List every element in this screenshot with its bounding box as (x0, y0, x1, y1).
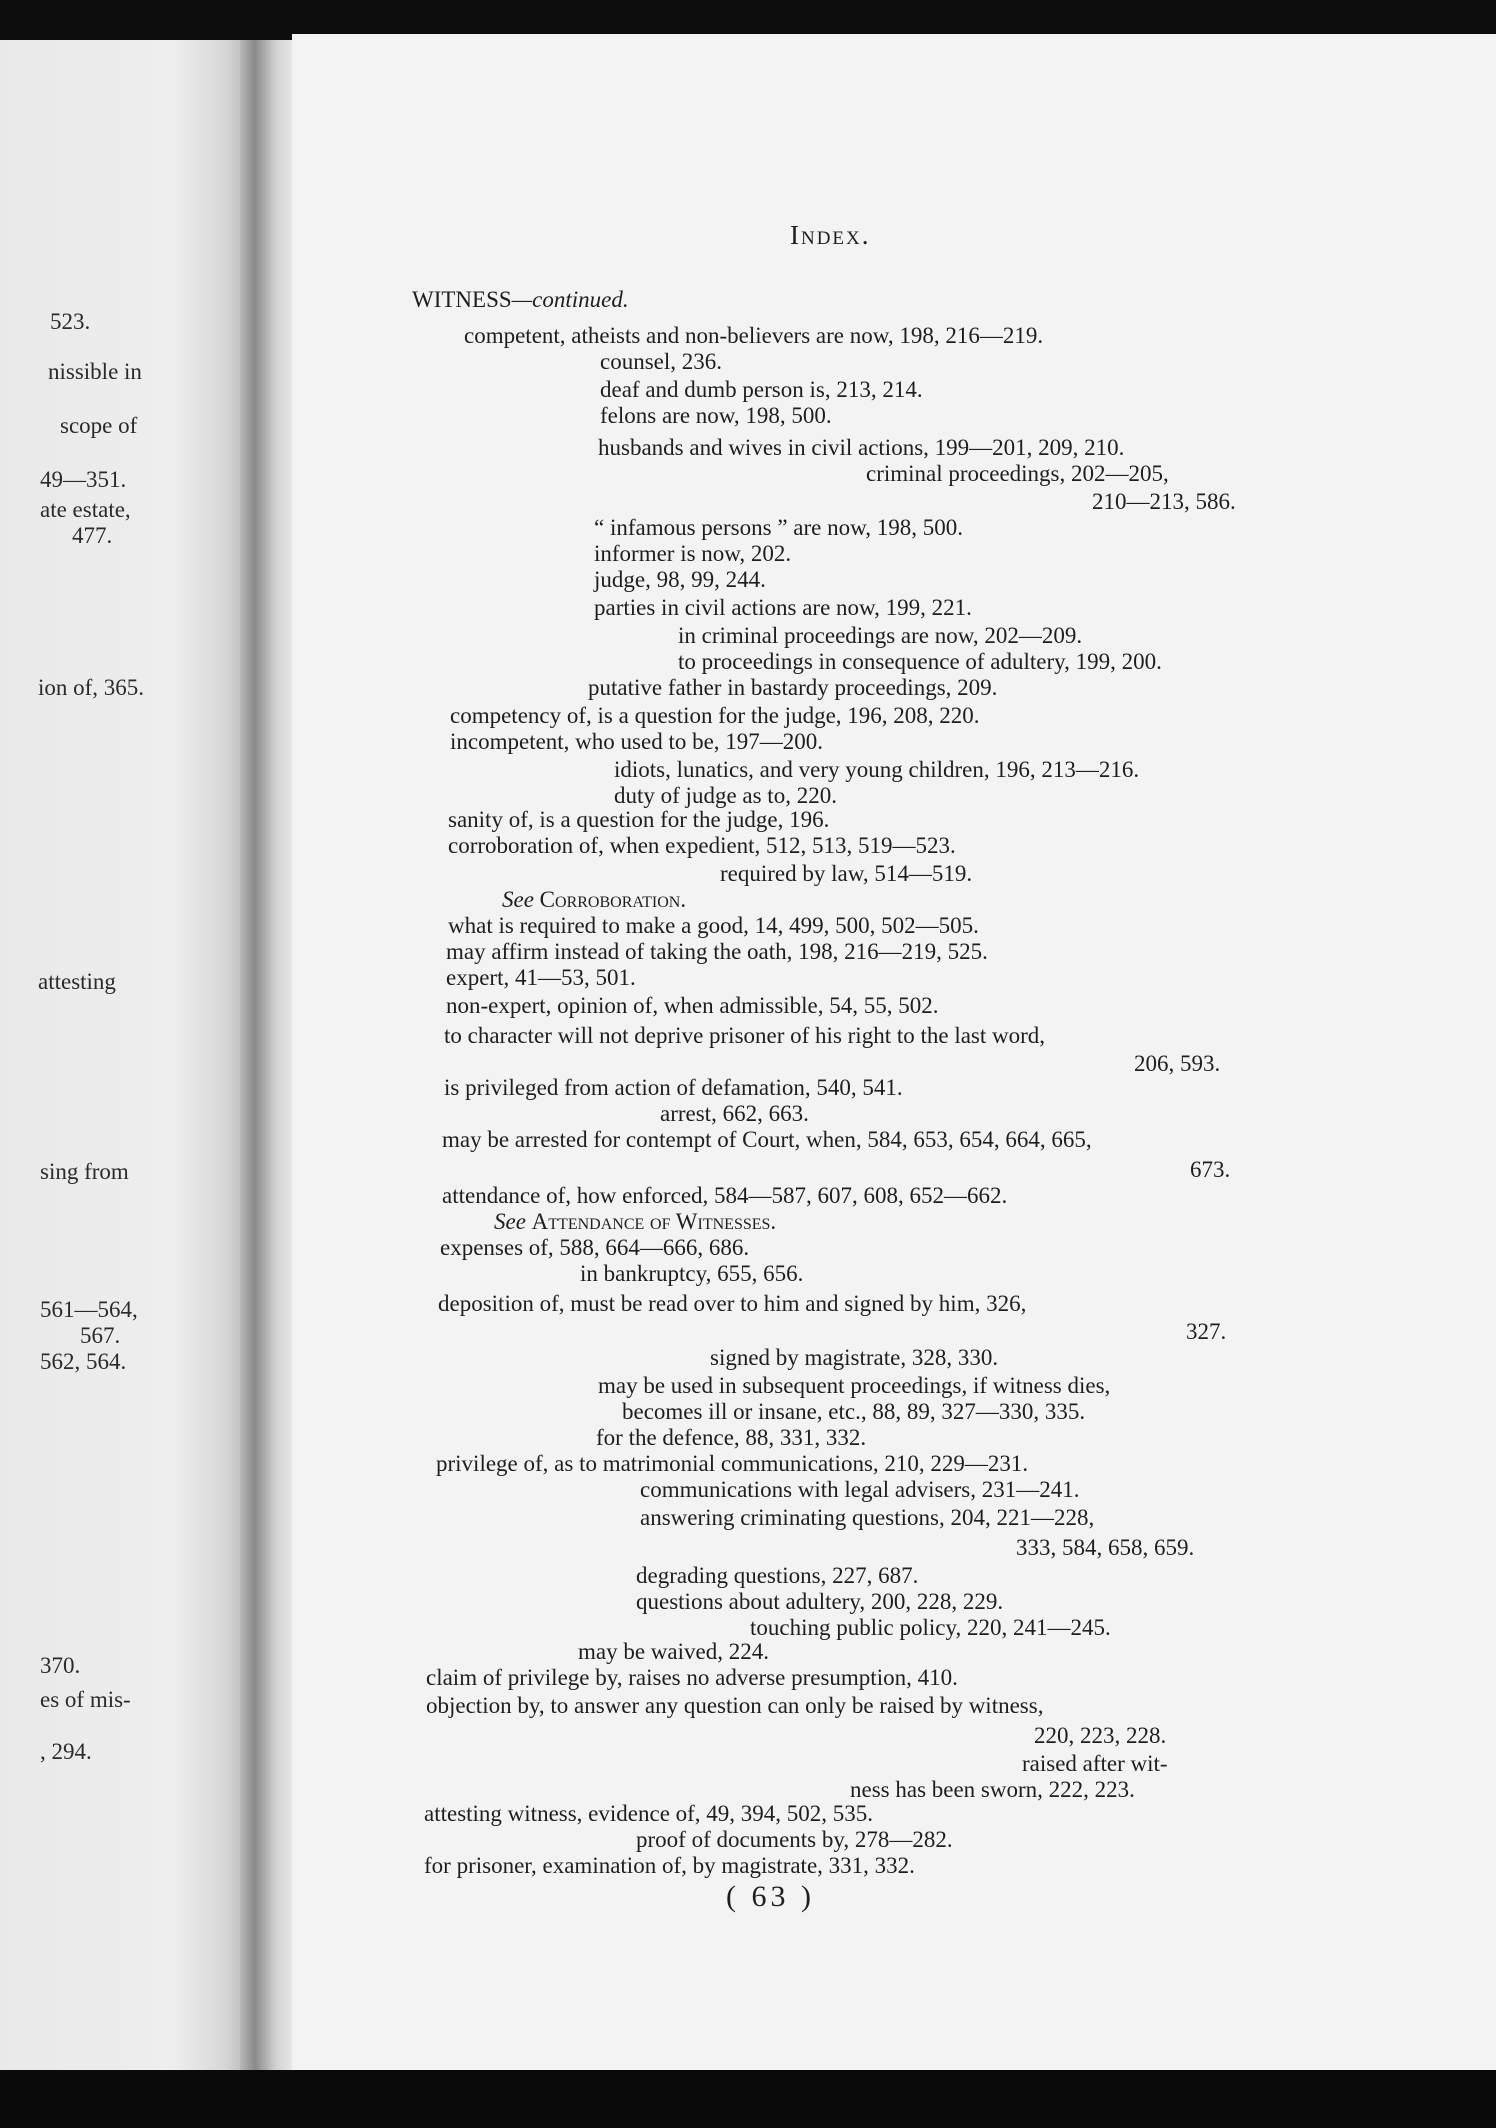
index-line: required by law, 514—519. (720, 861, 973, 886)
index-line: competency of, is a question for the judge, 196, 208, 220. (450, 703, 980, 728)
left-page-edge (0, 40, 248, 2070)
index-line: 673. (1190, 1157, 1231, 1182)
index-line: deaf and dumb person is, 213, 214. (600, 377, 923, 402)
cross-ref-see: See (502, 887, 534, 912)
left-fragment: 561—564, (40, 1297, 138, 1322)
index-line: for prisoner, examination of, by magistrate, 331, 332. (424, 1853, 915, 1878)
index-line: may be waived, 224. (578, 1639, 769, 1664)
index-line: sanity of, is a question for the judge, 196. (448, 807, 830, 832)
page-number: ( 63 ) (726, 1880, 815, 1913)
index-line: what is required to make a good, 14, 499, 500, 502—505. (448, 913, 979, 938)
index-line: counsel, 236. (600, 349, 723, 374)
index-line: informer is now, 202. (594, 541, 792, 566)
index-line: answering criminating questions, 204, 221—228, (640, 1505, 1095, 1530)
cross-ref-target: Corroboration. (539, 887, 687, 912)
left-fragment: 562, 564. (40, 1349, 127, 1374)
entry-term: WITNESS (412, 287, 512, 312)
cross-reference (502, 886, 686, 914)
index-line: arrest, 662, 663. (660, 1101, 809, 1126)
left-fragment: 567. (80, 1323, 121, 1348)
index-line: in bankruptcy, 655, 656. (580, 1261, 804, 1286)
index-line: to proceedings in consequence of adultery, 199, 200. (678, 649, 1162, 674)
index-line: privilege of, as to matrimonial communications, 210, 229—231. (436, 1451, 1029, 1476)
left-fragment: 49—351. (40, 467, 127, 492)
index-line: 206, 593. (1134, 1051, 1221, 1076)
scan-background (0, 2070, 1496, 2128)
left-fragment: nissible in (48, 359, 142, 384)
index-line: degrading questions, 227, 687. (636, 1563, 919, 1588)
index-line: for the defence, 88, 331, 332. (596, 1425, 867, 1450)
index-line: 333, 584, 658, 659. (1016, 1535, 1195, 1560)
index-line: putative father in bastardy proceedings, 209. (588, 675, 998, 700)
index-line: 327. (1186, 1319, 1227, 1344)
index-line: 220, 223, 228. (1034, 1723, 1167, 1748)
index-line: husbands and wives in civil actions, 199—201, 209, 210. (598, 435, 1125, 460)
index-line: competent, atheists and non-believers are now, 198, 216—219. (464, 323, 1044, 348)
index-line: communications with legal advisers, 231—241. (640, 1477, 1080, 1502)
index-line: becomes ill or insane, etc., 88, 89, 327—330, 335. (622, 1399, 1086, 1424)
index-line: ness has been sworn, 222, 223. (850, 1777, 1135, 1802)
index-line: attesting witness, evidence of, 49, 394, 502, 535. (424, 1801, 874, 1826)
index-line: questions about adultery, 200, 228, 229. (636, 1589, 1004, 1614)
index-line: may be used in subsequent proceedings, if witness dies, (598, 1373, 1111, 1398)
left-fragment: 523. (50, 309, 91, 334)
index-line: in criminal proceedings are now, 202—209. (678, 623, 1083, 648)
cross-reference (494, 1208, 776, 1236)
index-line: objection by, to answer any question can only be raised by witness, (426, 1693, 1044, 1718)
index-line: idiots, lunatics, and very young children, 196, 213—216. (614, 757, 1140, 782)
index-line: signed by magistrate, 328, 330. (710, 1345, 999, 1370)
index-line: to character will not deprive prisoner of his right to the last word, (444, 1023, 1046, 1048)
index-line: duty of judge as to, 220. (614, 783, 837, 808)
page-heading: Index. (790, 220, 871, 250)
left-fragment: ate estate, (40, 497, 131, 522)
left-fragment: , 294. (40, 1739, 92, 1764)
index-line: claim of privilege by, raises no adverse presumption, 410. (426, 1665, 958, 1690)
cross-ref-see: See (494, 1209, 526, 1234)
left-fragment: es of mis- (40, 1687, 131, 1712)
index-line: “ infamous persons ” are now, 198, 500. (594, 515, 963, 540)
left-fragment: 370. (40, 1653, 81, 1678)
left-fragment: scope of (60, 413, 138, 438)
index-line: expert, 41—53, 501. (446, 965, 636, 990)
index-line: criminal proceedings, 202—205, (866, 461, 1169, 486)
index-line: judge, 98, 99, 244. (594, 567, 766, 592)
index-line: may affirm instead of taking the oath, 198, 216—219, 525. (446, 939, 988, 964)
book-gutter (240, 40, 300, 2070)
index-line: raised after wit- (1022, 1751, 1168, 1776)
index-line: touching public policy, 220, 241—245. (750, 1615, 1111, 1640)
index-line: may be arrested for contempt of Court, when, 584, 653, 654, 664, 665, (442, 1127, 1092, 1152)
index-line: 210—213, 586. (1092, 489, 1236, 514)
index-line: expenses of, 588, 664—666, 686. (440, 1235, 750, 1260)
left-fragment: ion of, 365. (38, 675, 145, 700)
index-line: parties in civil actions are now, 199, 221. (594, 595, 972, 620)
index-line: is privileged from action of defamation, 540, 541. (444, 1075, 903, 1100)
left-fragment: attesting (38, 969, 116, 994)
left-fragment: 477. (72, 523, 113, 548)
index-line: proof of documents by, 278—282. (636, 1827, 953, 1852)
entry-continued: —continued. (511, 287, 629, 312)
cross-ref-target: Attendance of Witnesses. (531, 1209, 777, 1234)
index-entry-head (412, 286, 629, 314)
left-fragment: sing from (40, 1159, 129, 1184)
index-line: non-expert, opinion of, when admissible, 54, 55, 502. (446, 993, 939, 1018)
index-line: corroboration of, when expedient, 512, 513, 519—523. (448, 833, 956, 858)
index-line: attendance of, how enforced, 584—587, 607, 608, 652—662. (442, 1183, 1008, 1208)
index-line: incompetent, who used to be, 197—200. (450, 729, 824, 754)
index-line: felons are now, 198, 500. (600, 403, 832, 428)
index-line: deposition of, must be read over to him and signed by him, 326, (438, 1291, 1027, 1316)
